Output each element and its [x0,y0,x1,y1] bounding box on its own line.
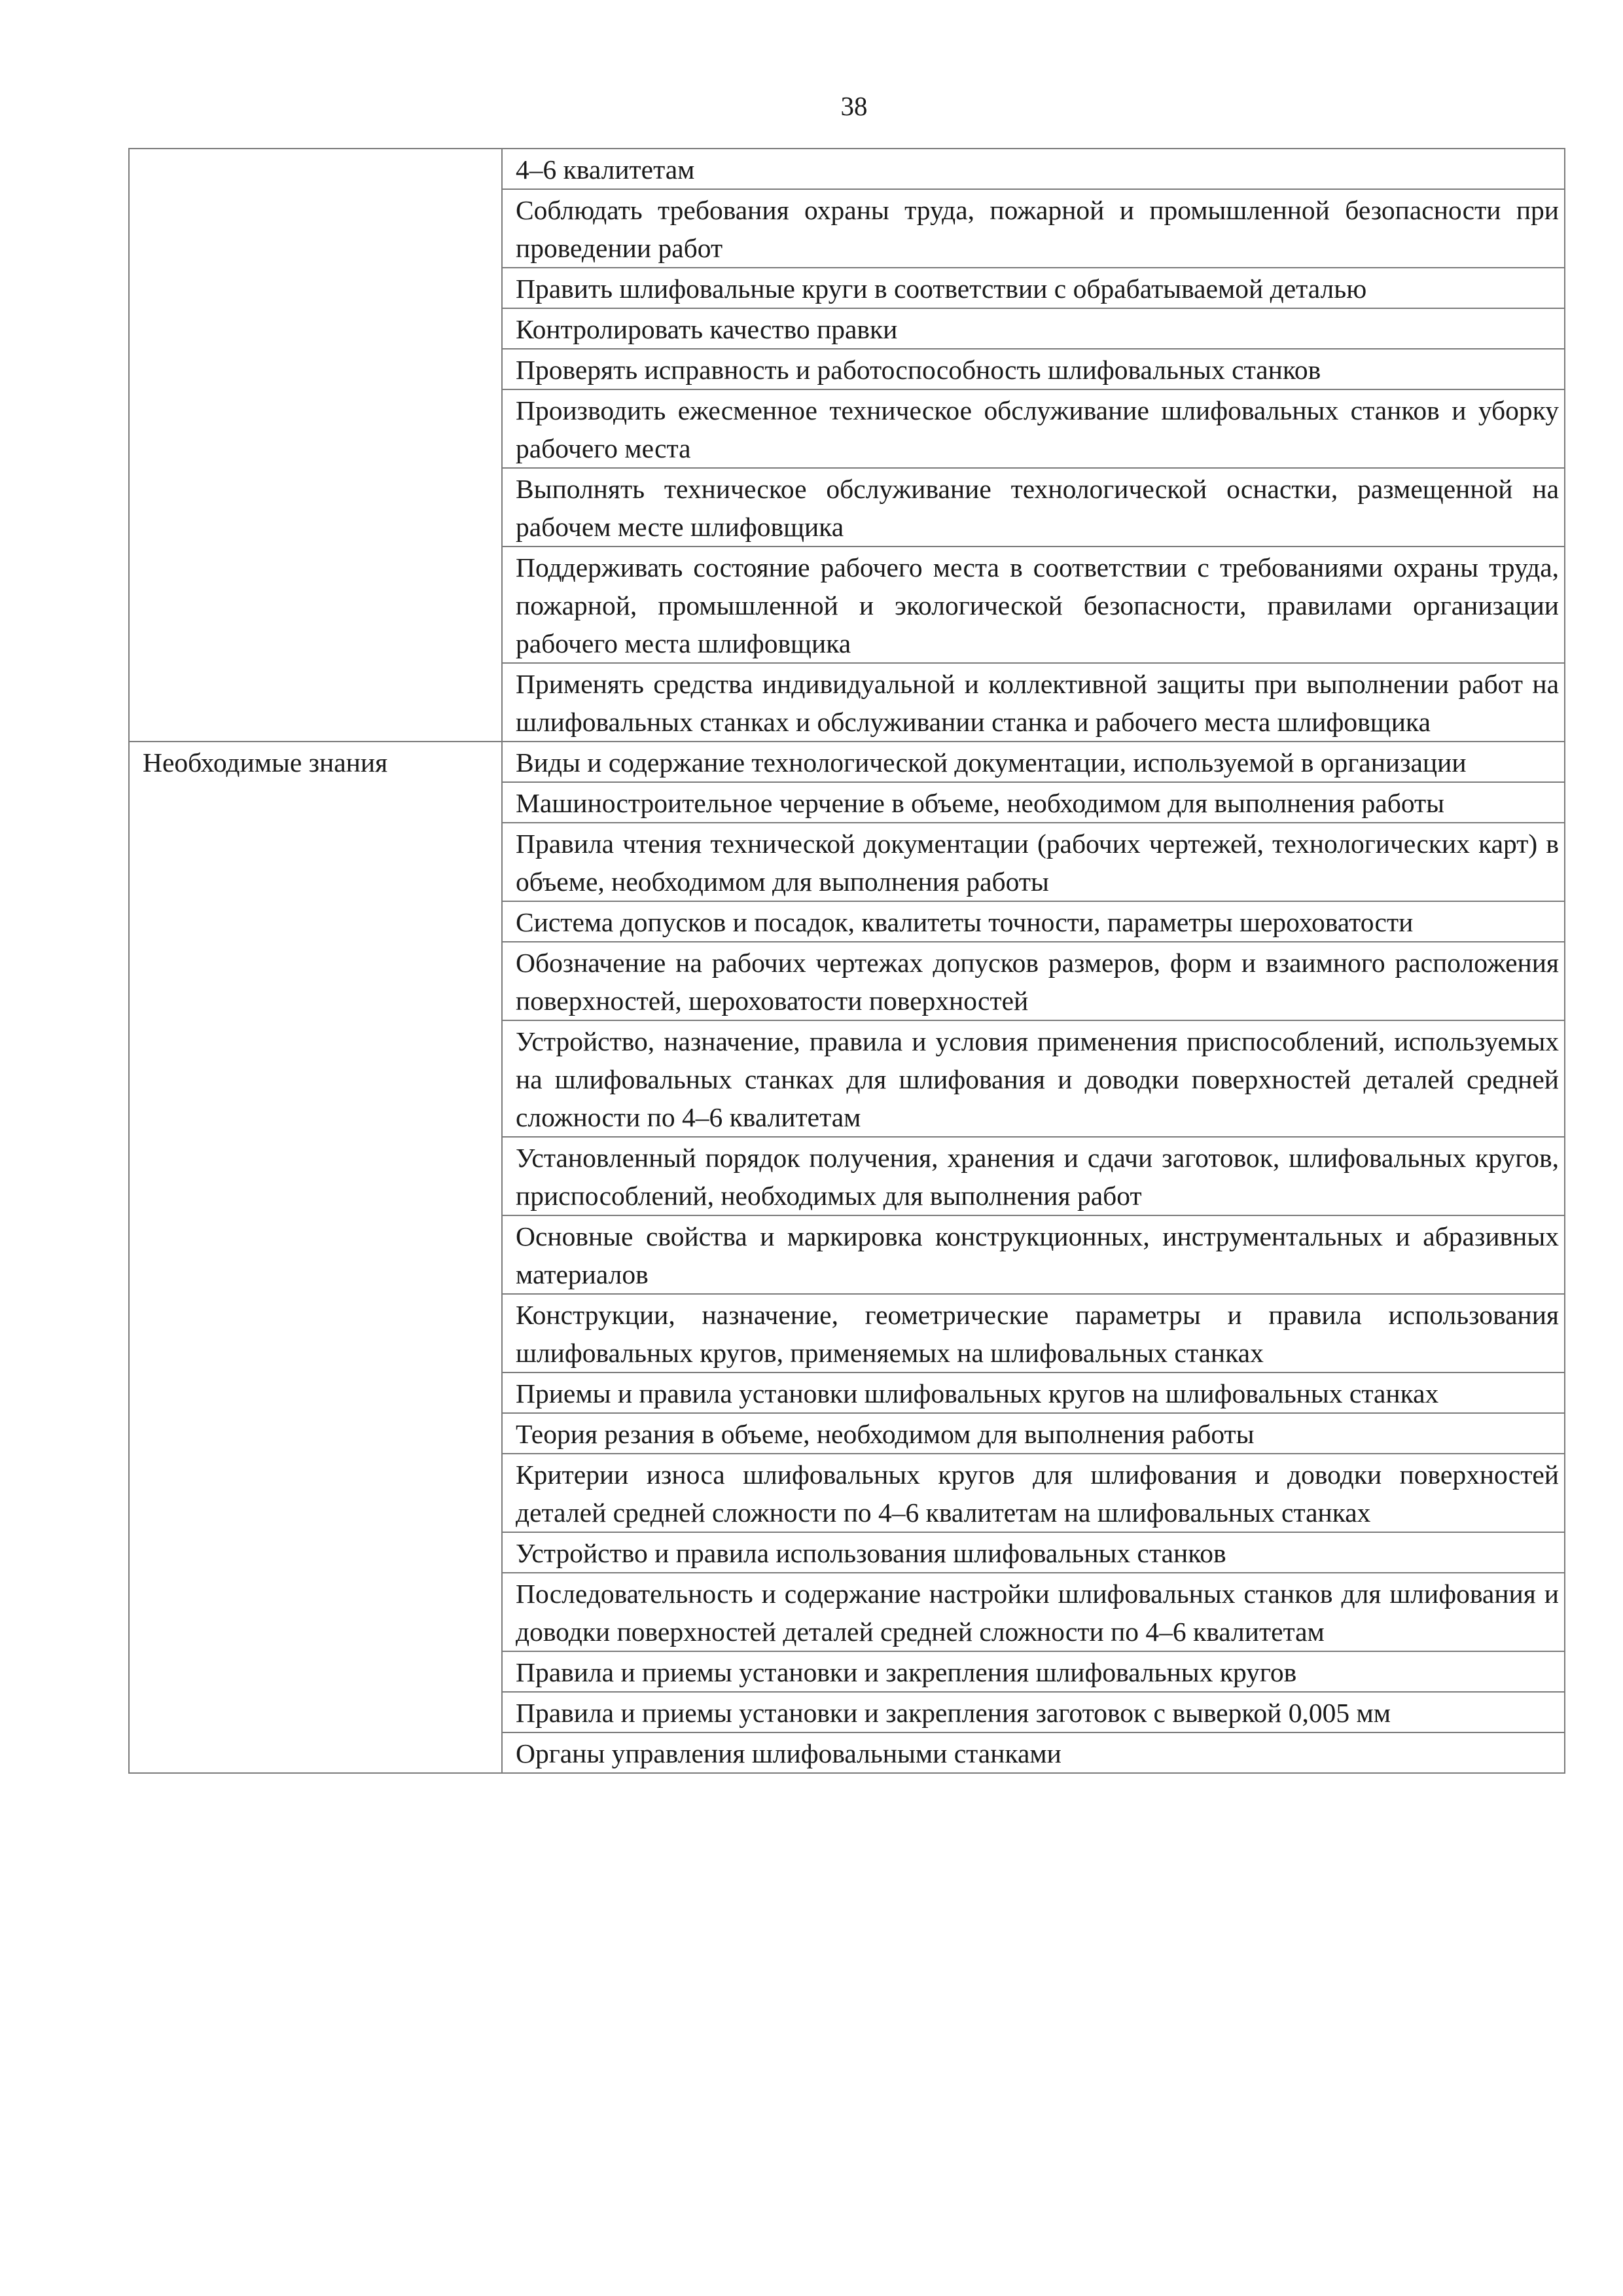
skill-item: Поддерживать состояние рабочего места в соответствии с требованиями охраны труда, пожарной, промышленной и экологической безопасности, правилами организации рабочего места шлифовщика [502,547,1565,663]
skills-label-cell [129,149,502,742]
knowledge-item: Теория резания в объеме, необходимом для выполнения работы [502,1413,1565,1454]
skill-item: Выполнять техническое обслуживание технологической оснастки, размещенной на рабочем месте шлифовщика [502,468,1565,547]
knowledge-item: Правила и приемы установки и закрепления заготовок с выверкой 0,005 мм [502,1692,1565,1732]
skill-item: 4–6 квалитетам [502,149,1565,189]
page-number: 38 [840,91,868,121]
knowledge-item: Машиностроительное черчение в объеме, необходимом для выполнения работы [502,782,1565,823]
skill-item: Производить ежесменное техническое обслуживание шлифовальных станков и уборку рабочего места [502,389,1565,468]
knowledge-item: Правила чтения технической документации (рабочих чертежей, технологических карт) в объеме, необходимом для выполнения работы [502,823,1565,901]
skill-item: Применять средства индивидуальной и коллективной защиты при выполнении работ на шлифовальных станках и обслуживании станка и рабочего места шлифовщика [502,663,1565,742]
skill-item: Править шлифовальные круги в соответствии с обрабатываемой деталью [502,268,1565,308]
knowledge-item: Установленный порядок получения, хранения и сдачи заготовок, шлифовальных кругов, приспособлений, необходимых для выполнения работ [502,1137,1565,1215]
knowledge-item: Конструкции, назначение, геометрические параметры и правила использования шлифовальных кругов, применяемых на шлифовальных станках [502,1294,1565,1372]
skill-item: Соблюдать требования охраны труда, пожарной и промышленной безопасности при проведении работ [502,189,1565,268]
knowledge-item: Обозначение на рабочих чертежах допусков размеров, форм и взаимного расположения поверхностей, шероховатости поверхностей [502,942,1565,1020]
knowledge-label: Необходимые знания [129,742,502,1773]
knowledge-item: Основные свойства и маркировка конструкционных, инструментальных и абразивных материалов [502,1215,1565,1294]
knowledge-item: Система допусков и посадок, квалитеты точности, параметры шероховатости [502,901,1565,942]
table-body [129,149,1565,1773]
knowledge-item: Виды и содержание технологической документации, используемой в организации [502,742,1565,782]
knowledge-item: Последовательность и содержание настройки шлифовальных станков для шлифования и доводки поверхностей деталей средней сложности по 4–6 квалитетам [502,1573,1565,1651]
skill-item: Проверять исправность и работоспособность шлифовальных станков [502,349,1565,389]
knowledge-item: Устройство, назначение, правила и условия применения приспособлений, используемых на шлифовальных станках для шлифования и доводки поверхностей деталей средней сложности по 4–6 квалитетам [502,1020,1565,1137]
knowledge-item: Органы управления шлифовальными станками [502,1732,1565,1773]
table-row [129,742,1565,782]
competency-table [128,148,1565,1774]
knowledge-item: Приемы и правила установки шлифовальных кругов на шлифовальных станках [502,1372,1565,1413]
knowledge-item: Устройство и правила использования шлифовальных станков [502,1532,1565,1573]
table-row [129,149,1565,189]
knowledge-item: Правила и приемы установки и закрепления шлифовальных кругов [502,1651,1565,1692]
knowledge-item: Критерии износа шлифовальных кругов для шлифования и доводки поверхностей деталей средней сложности по 4–6 квалитетам на шлифовальных станках [502,1454,1565,1532]
skill-item: Контролировать качество правки [502,308,1565,349]
